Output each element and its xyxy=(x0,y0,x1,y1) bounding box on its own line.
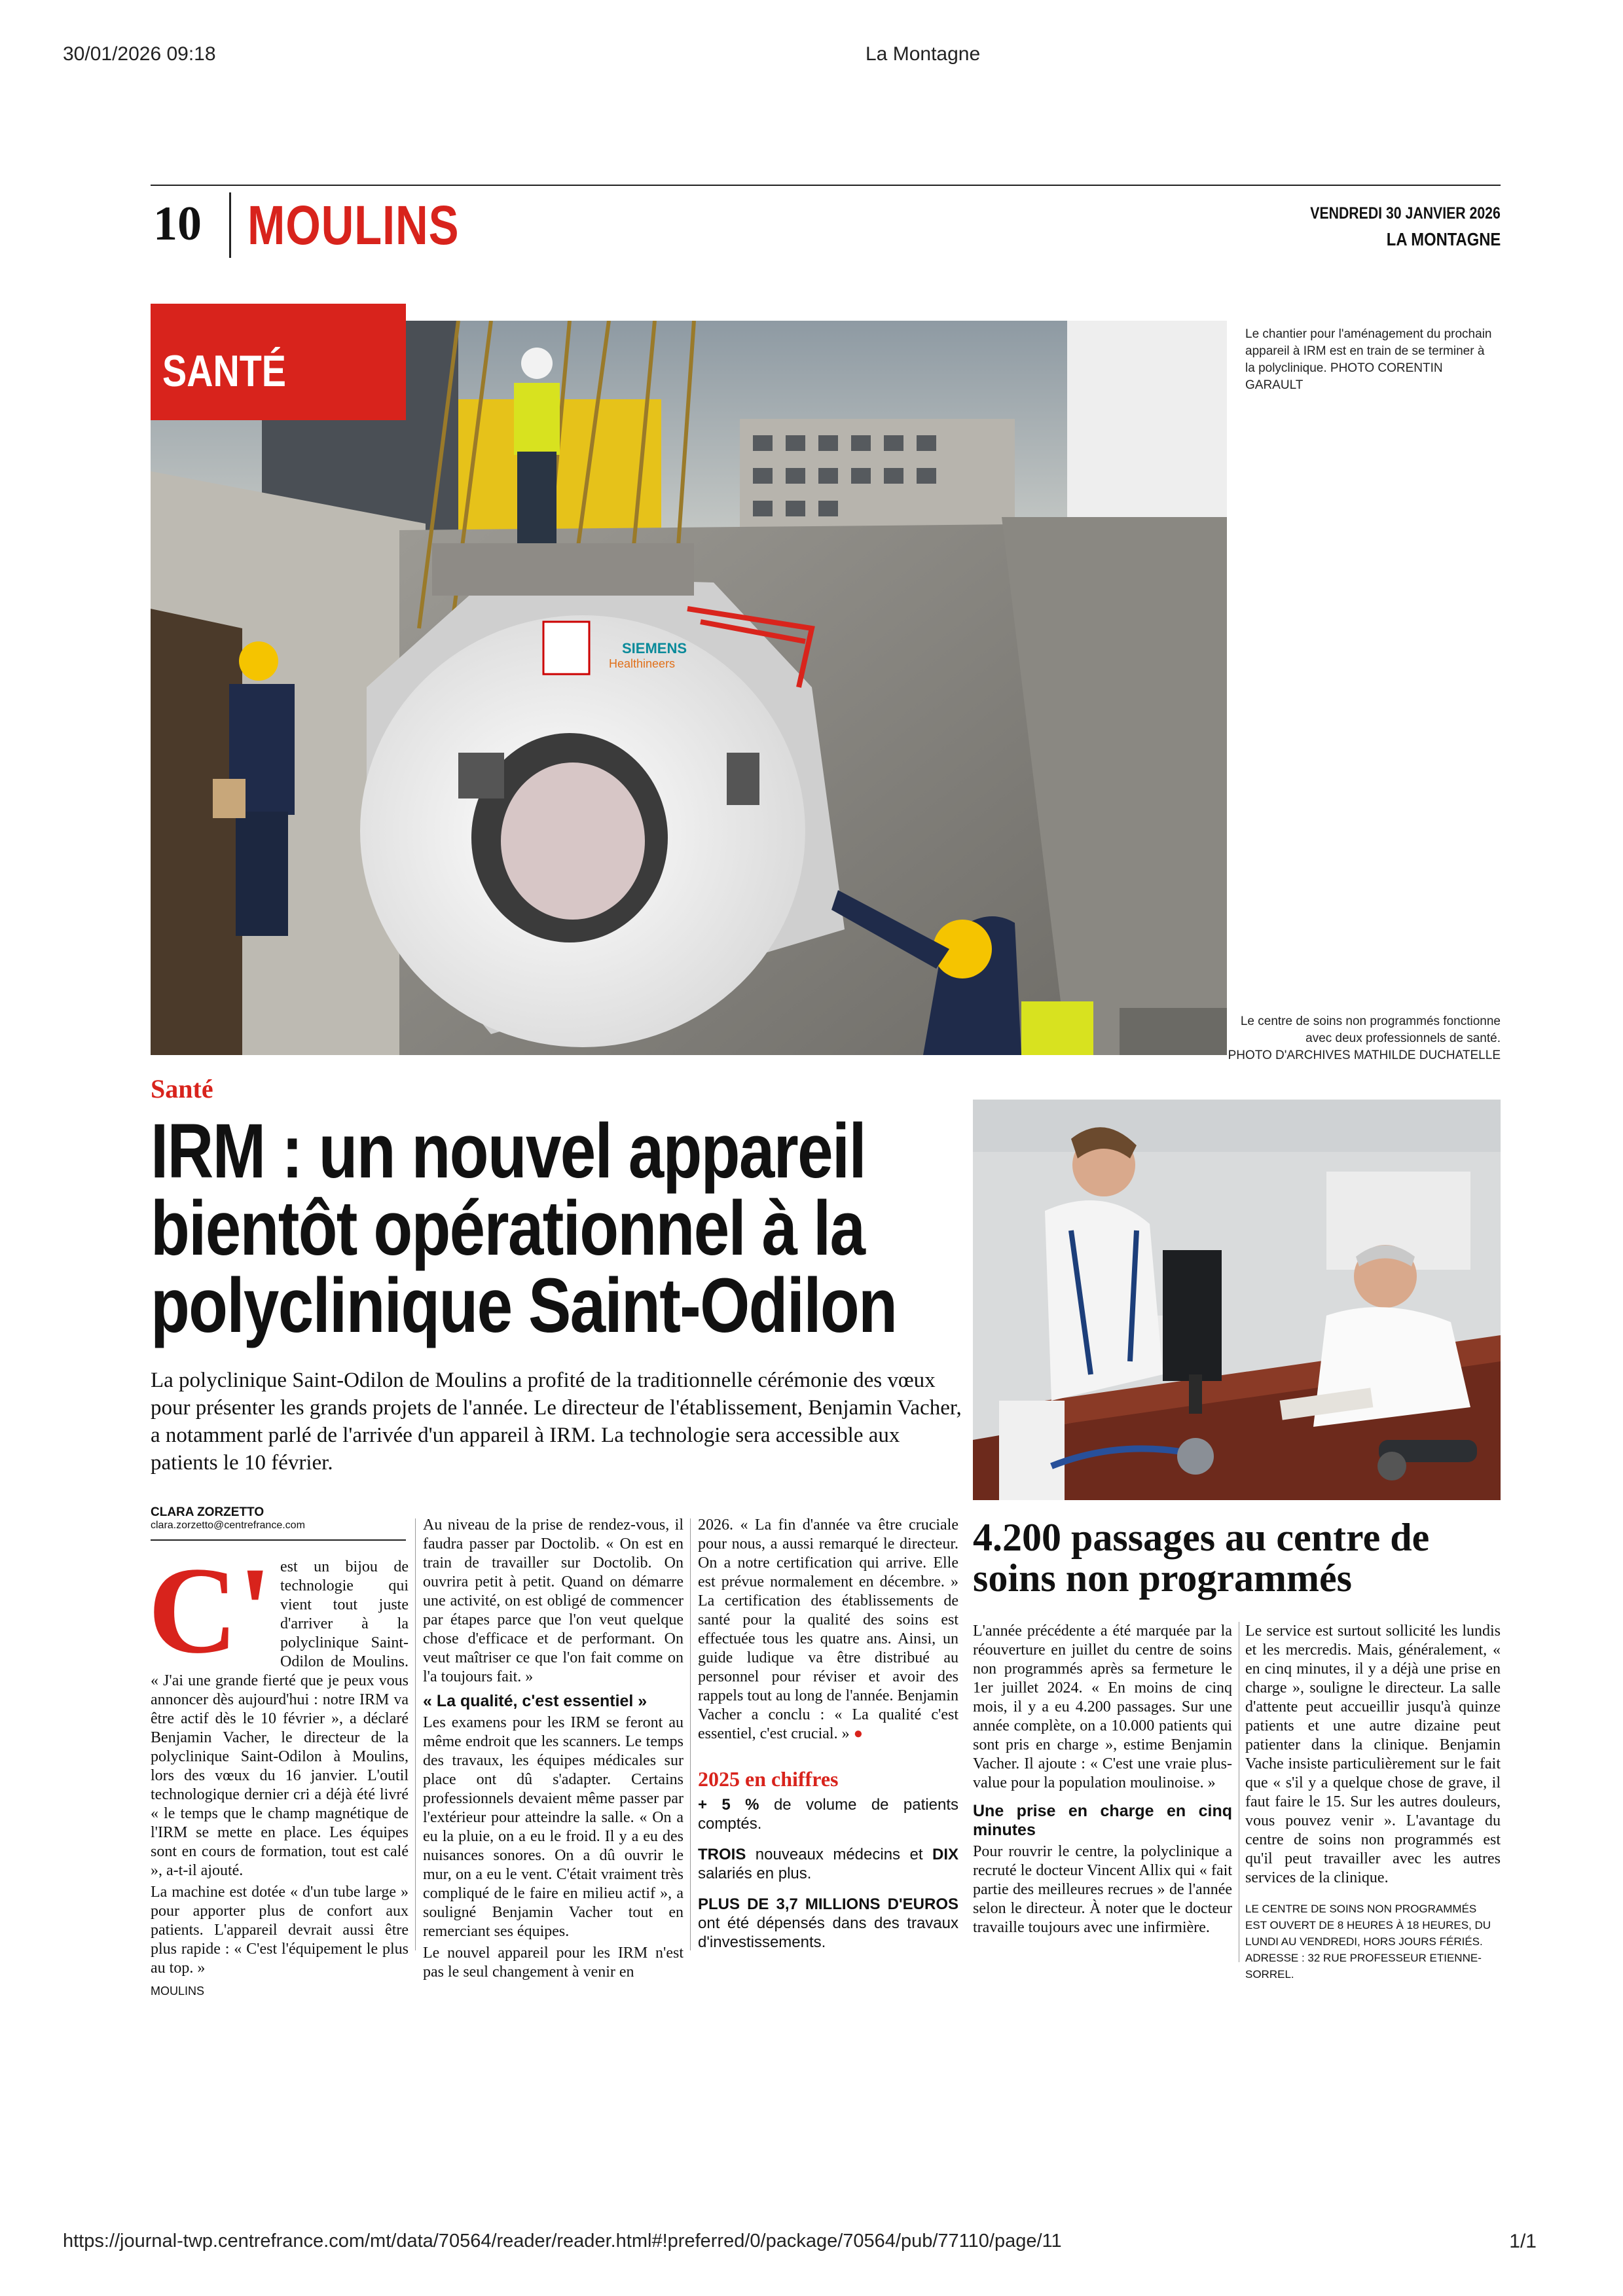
sidebar-paragraph: Le service est surtout sollicité les lundis et les mercredis. Mais, généralement, « en cinq minutes, il y a déjà une prise en charge », souligne le directeur. La salle d'attente peut accueillir jusqu'à quinze patients et une autre dizaine peut patienter dans la clinique. Benjamin Vache insiste particulièrement sur le fait que « s'il y a quelque chose de grave, il faut faire le 15. Sur les autres douleurs, vous pouvez venir ». L'avantage du centre de soins non programmés est qu'il peut travailler avec les autres services de la clinique. xyxy=(1245,1623,1501,1886)
article-paragraph: Les examens pour les IRM se feront au même endroit que les scanners. Le temps des travaux, les équipes médicales sur place ont dû s'adapter. Certains professionnels devaient même passer par l'extérieur pour atteindre la salle. « On a eu la pluie, on a eu le froid. Il y a eu des nuisances sonores. On a dû ouvrir le mur, on a eu le vent. C'était vraiment très compliqué de le faire en milieu actif », a souligné Benjamin Vacher tout en remerciant ses équipes. xyxy=(423,1714,684,1940)
end-mark: ● xyxy=(853,1725,864,1742)
article-lead: La polyclinique Saint-Odilon de Moulins a profité de la traditionnelle cérémonie des vœux pour présenter les grands projets de l'année. Le directeur de l'établissement, Benjamin Vacher, a notamment parlé de l'arrivée d'un appareil à IRM. La technologie sera accessible aux patients le 10 février. xyxy=(151,1369,962,1475)
dropcap: C' xyxy=(148,1542,272,1679)
fact-item: + 5 % de volume de patients comptés. xyxy=(698,1796,958,1833)
article-paragraph: Le nouvel appareil pour les IRM n'est pas le seul changement à venir en xyxy=(423,1945,684,1981)
fact-item: PLUS DE 3,7 MILLIONS D'EUROS ont été dépensés dans des travaux d'investissements. xyxy=(698,1895,958,1951)
article-column-3 xyxy=(698,1516,958,1952)
sidebar-paragraph: L'année précédente a été marquée par la réouverture en juillet du centre de soins non programmés après sa fermeture le 1er juillet 2024. « En moins de cinq mois, il y a eu 4.200 passages. Sur une année complète, on a 10.000 patients qui sont pris en charge », estime Benjamin Vacher. Il ajoute : « C'est une vraie plus-value pour la population moulinoise. » xyxy=(973,1623,1232,1791)
top-photo-caption: Le chantier pour l'aménagement du prochain appareil à IRM est en train de se terminer à la polyclinique. PHOTO CORENTIN GARAULT xyxy=(1245,327,1492,392)
siemens-logo-text: SIEMENS xyxy=(622,640,687,656)
print-page-count: 1/1 xyxy=(1509,2231,1537,2252)
article-subheading: « La qualité, c'est essentiel » xyxy=(423,1692,647,1710)
print-title: La Montagne xyxy=(866,43,981,65)
article-paragraph: 2026. « La fin d'année va être cruciale pour nous, a aussi remarqué le directeur. On a notre certification qui arrive. Elle est prévue normalement en décembre. » La certification des établissements de santé pour la qualité des soins est effectuée tous les quatre ans. Ainsi, un guide ludique va être distribué au personnel pour réviser et avoir des rappels tout au long de l'année. Benjamin Vacher a conclu : « La qualité c'est essentiel, c'est crucial. » ● xyxy=(698,1516,958,1742)
mri-delivery-photo xyxy=(151,321,1227,1055)
masthead-divider xyxy=(229,192,231,258)
facts-title: 2025 en chiffres xyxy=(698,1767,839,1791)
sidebar-column-1 xyxy=(973,1622,1232,1940)
author-name: CLARA ZORZETTO xyxy=(151,1505,264,1519)
article-kicker: Santé xyxy=(151,1074,213,1103)
sidebar-column-2 xyxy=(1245,1622,1501,1985)
author-email[interactable]: clara.zorzetto@centrefrance.com xyxy=(151,1520,305,1531)
byline xyxy=(151,1505,406,1532)
sidebar-paragraph: Pour rouvrir le centre, la polyclinique a recruté le docteur Vincent Allix qui « fait partie des meilleures recrues » de l'année selon le directeur. À noter que le docteur travaille toujours avec une infirmière. xyxy=(973,1843,1232,1936)
fact-item: TROIS nouveaux médecins et DIX salariés en plus. xyxy=(698,1846,958,1882)
article-headline: IRM : un nouvel appareil bientôt opérationnel à la polyclinique Saint-Odilon xyxy=(151,1108,897,1349)
section-title: MOULINS xyxy=(247,194,460,256)
healthineers-logo-text: Healthineers xyxy=(609,657,676,670)
mri-photo-illustration xyxy=(151,321,1227,1055)
column-divider xyxy=(415,1518,416,1950)
column-divider xyxy=(690,1518,691,1950)
article-paragraph: La machine est dotée « d'un tube large » pour apporter plus de confort aux patients. L'appareil devrait aussi être plus rapide : « C'est l'équipement le plus au top. » xyxy=(151,1884,409,1977)
article-paragraph: est un bijou de technologie qui vient tout juste d'arriver à la polyclinique Saint-Odilon de Moulins. « J'ai une grande fierté que je peux vous annoncer dès aujourd'hui : notre IRM va être actif dès le 10 février », a déclaré Benjamin Vacher, le directeur de la polyclinique Saint-Odilon à Moulins, lors des vœux du 16 janvier. L'outil technologique dernier cri a déjà été livré « le temps que le champ magnétique de l'IRM se mette en place. Les équipes sont en cours de formation, tout est calé », a-t-il ajouté. xyxy=(151,1558,409,1879)
print-datetime: 30/01/2026 09:18 xyxy=(63,43,216,65)
section-badge: SANTÉ xyxy=(151,304,406,420)
article-paragraph: Au niveau de la prise de rendez-vous, il faudra passer par Doctolib. « On est en train de travailler sur Doctolib. On ouvrira petit à petit. Quand on démarre une activité, on est obligé de commencer par étapes parce que l'on veut quelque chose d'efficace et de performant. On veut maîtriser ce que l'on fait comme on l'a toujours fait. » xyxy=(423,1516,684,1685)
sidebar-title: 4.200 passages au centre de soins non programmés xyxy=(973,1516,1430,1600)
page-number: 10 xyxy=(153,197,202,251)
print-url[interactable]: https://journal-twp.centrefrance.com/mt/data/70564/reader/reader.html#!preferred/0/package/70564/pub/77110/page/11 xyxy=(63,2231,1062,2251)
second-photo-caption: Le centre de soins non programmés fonctionne avec deux professionnels de santé. PHOTO D'ARCHIVES MATHILDE DUCHATELLE xyxy=(1228,1014,1501,1062)
care-center-photo-illustration xyxy=(973,1100,1501,1500)
masthead-date: VENDREDI 30 JANVIER 2026 xyxy=(1310,204,1501,223)
masthead-rule xyxy=(151,185,1501,186)
byline-rule xyxy=(151,1539,406,1541)
sidebar-subheading: Une prise en charge en cinq minutes xyxy=(973,1802,1232,1839)
care-center-photo xyxy=(973,1100,1501,1500)
footer-section: MOULINS xyxy=(151,1984,205,1998)
article-column-1 xyxy=(148,1542,409,1981)
sidebar-info: LE CENTRE DE SOINS NON PROGRAMMÉS EST OUVERT DE 8 HEURES À 18 HEURES, DU LUNDI AU VENDREDI, HORS JOURS FÉRIÉS. ADRESSE : 32 RUE PROFESSEUR ETIENNE-SORREL. xyxy=(1245,1903,1491,1981)
masthead-paper: LA MONTAGNE xyxy=(1386,229,1501,249)
article-column-2 xyxy=(423,1516,684,1984)
